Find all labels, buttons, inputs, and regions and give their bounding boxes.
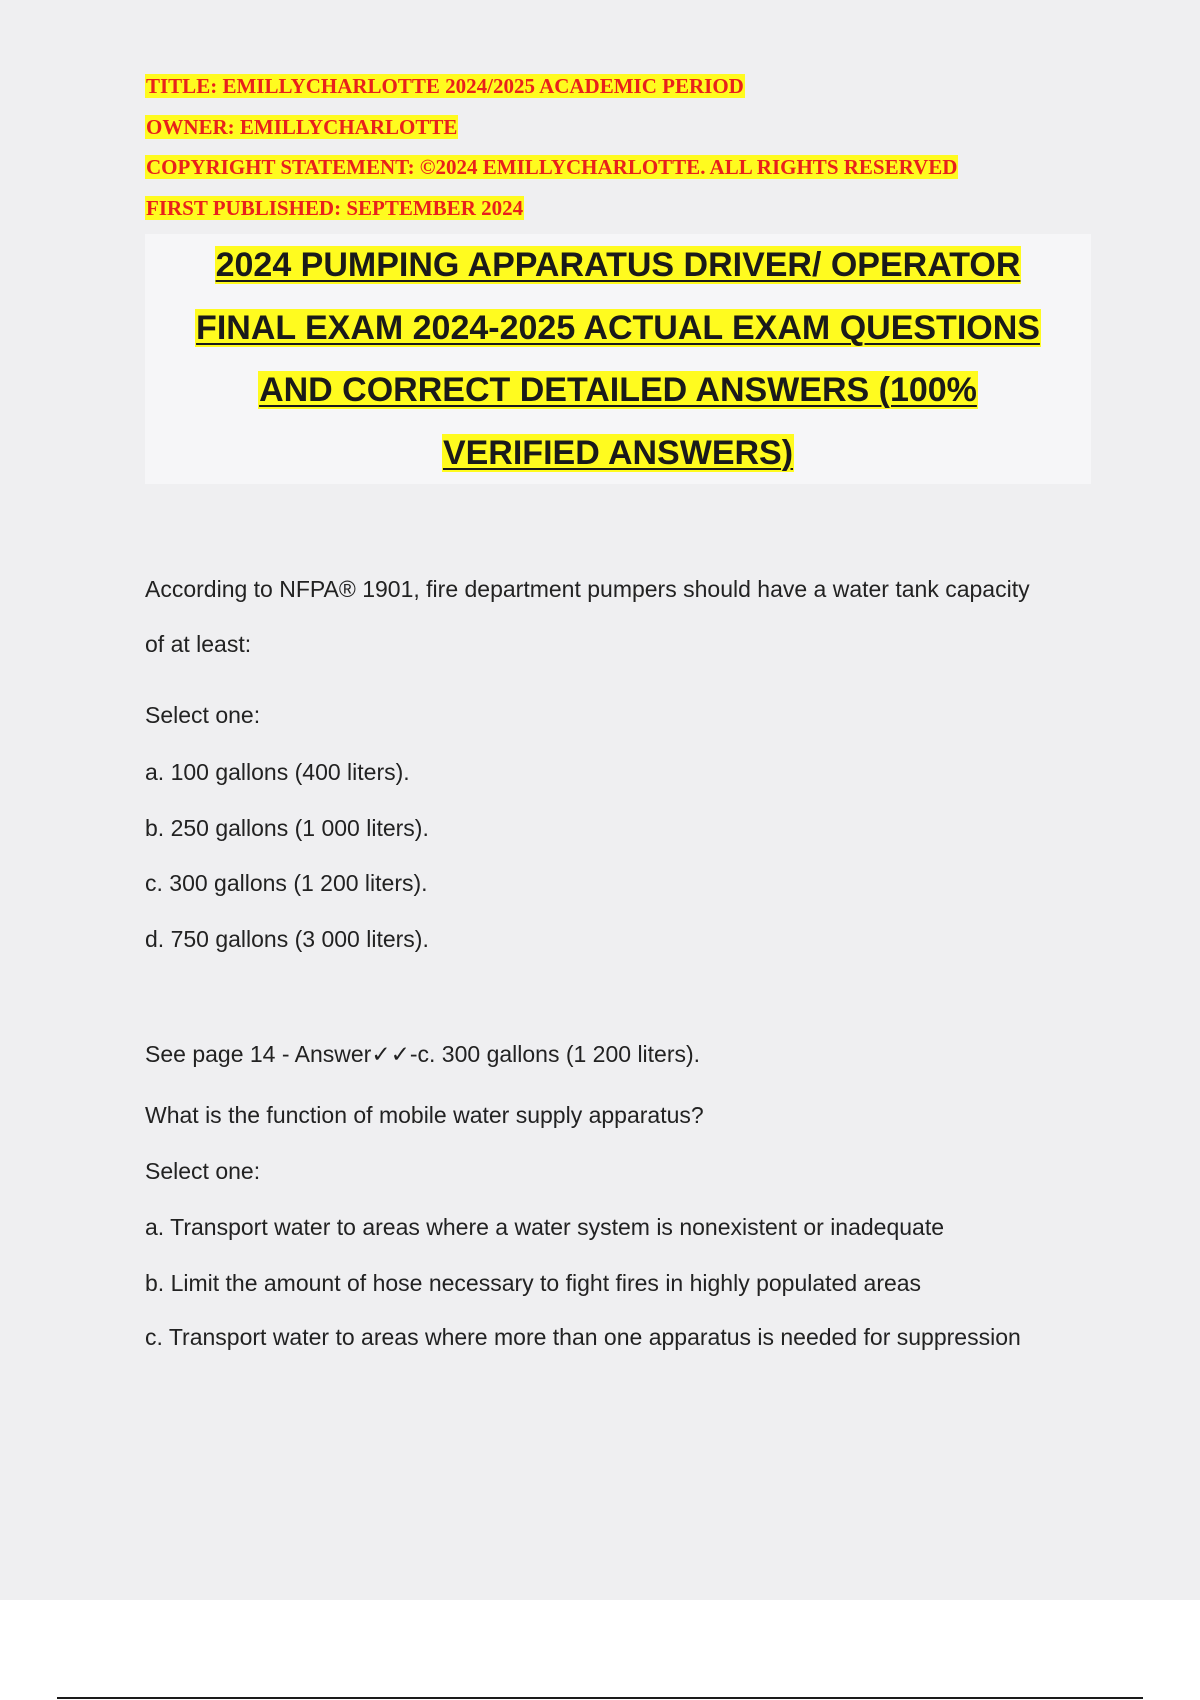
question-1-answer: See page 14 - Answer✓✓-c. 300 gallons (1 200 liters). [145,1041,701,1067]
meta-published: FIRST PUBLISHED: SEPTEMBER 2024 [146,195,524,220]
document-metadata [145,68,958,230]
meta-copyright: COPYRIGHT STATEMENT: ©2024 EMILLYCHARLOTTE. ALL RIGHTS RESERVED [146,155,958,179]
question-1-text-line-1: According to NFPA® 1901, fire department pumpers should have a water tank capacity [145,576,1030,602]
title-line [145,234,1091,297]
meta-owner-line [145,109,958,150]
meta-title: TITLE: EMILLYCHARLOTTE 2024/2025 ACADEMIC PERIOD [146,74,744,98]
question-1-select-label: Select one: [145,702,261,728]
question-2-option-a: a. Transport water to areas where a water system is nonexistent or inadequate [145,1214,945,1240]
question-1-option-d: d. 750 gallons (3 000 liters). [145,926,429,952]
title-line [145,359,1091,422]
document-title [145,234,1091,484]
question-1-option-a: a. 100 gallons (400 liters). [145,759,410,785]
question-2-option-b: b. Limit the amount of hose necessary to fight fires in highly populated areas [145,1270,922,1296]
title-line-text: FINAL EXAM 2024-2025 ACTUAL EXAM QUESTIONS [196,308,1040,347]
page-divider [57,1697,1143,1699]
question-2-option-c: c. Transport water to areas where more than one apparatus is needed for suppression [145,1324,1021,1350]
question-2-select-label: Select one: [145,1158,261,1184]
meta-title-line [145,68,958,109]
title-line-text: VERIFIED ANSWERS) [442,433,794,472]
question-1-option-b: b. 250 gallons (1 000 liters). [145,815,429,841]
question-2-text: What is the function of mobile water supply apparatus? [145,1102,704,1128]
title-line-text: 2024 PUMPING APPARATUS DRIVER/ OPERATOR [215,246,1021,284]
title-line [145,422,1091,485]
title-line [145,297,1091,360]
meta-published-line [145,190,958,231]
question-1-option-c: c. 300 gallons (1 200 liters). [145,870,428,896]
meta-copyright-line [145,149,958,190]
question-1-text-line-2: of at least: [145,631,252,657]
meta-owner: OWNER: EMILLYCHARLOTTE [146,114,458,139]
title-line-text: AND CORRECT DETAILED ANSWERS (100% [259,371,977,409]
